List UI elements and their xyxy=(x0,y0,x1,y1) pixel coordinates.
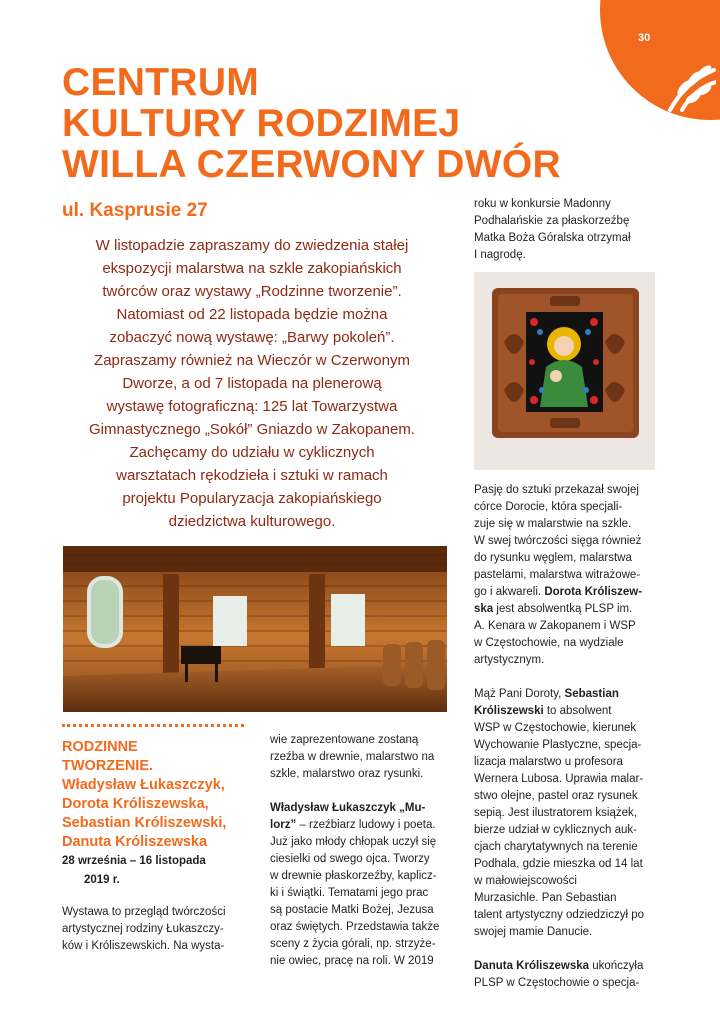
intro-line: Zapraszamy również na Wieczór w Czerwonym xyxy=(94,352,410,369)
text-line: artystycznym. xyxy=(474,654,545,666)
column-3-top-text xyxy=(474,196,664,264)
text-fragment: jest absolwentką PLSP im. xyxy=(493,603,633,615)
intro-line: warsztatach rękodzieła i sztuki w ramach xyxy=(116,467,388,484)
interior-photo xyxy=(63,546,447,712)
section-heading-line: RODZINNE xyxy=(62,739,138,755)
text-line xyxy=(474,686,664,703)
text-line: pastelami, malarstwa witrażowe- xyxy=(474,569,641,581)
text-line: Wernera Lubosa. Uprawia malar- xyxy=(474,773,644,785)
text-line: Już jako młody chłopak uczył się xyxy=(270,836,437,848)
text-line: stwo olejne, pastel oraz rysunek xyxy=(474,790,638,802)
text-line: PLSP w Częstochowie o specja- xyxy=(474,977,640,989)
address: ul. Kasprusie 27 xyxy=(62,200,208,221)
text-fragment: – rzeźbiarz ludowy i poeta. xyxy=(296,819,436,831)
intro-line: dziedzictwa kulturowego. xyxy=(168,513,336,530)
intro-line: Dworze, a od 7 listopada na plenerową xyxy=(122,375,382,392)
wheat-icon xyxy=(660,48,716,112)
section-heading-line: Dorota Króliszewska, xyxy=(62,796,209,812)
title-line: WILLA CZERWONY DWÓR xyxy=(62,143,561,186)
section-heading-line: Władysław Łukaszczyk, xyxy=(62,777,225,793)
intro-line: ekspozycji malarstwa na szkle zakopiańskich xyxy=(102,260,402,277)
title-line: CENTRUM xyxy=(62,61,260,104)
intro-line: Gimnastycznego „Sokół” Gniazdo w Zakopanem. xyxy=(89,421,415,438)
artist-name: Króliszewski xyxy=(474,705,544,717)
intro-line: projektu Popularyzacja zakopiańskiego xyxy=(122,490,382,507)
text-line: Podhala, gdzie mieszka od 14 lat xyxy=(474,858,643,870)
column-2-text xyxy=(270,732,460,970)
artist-name: Sebastian xyxy=(564,688,619,700)
column-1-text xyxy=(62,904,252,955)
intro-line: zobaczyć nową wystawę: „Barwy pokoleń”. xyxy=(109,329,395,346)
intro-line: W listopadzie zapraszamy do zwiedzenia stałej xyxy=(95,237,409,254)
text-line: A. Kenara w Zakopanem i WSP xyxy=(474,620,636,632)
text-line: córce Dorocie, która specjali- xyxy=(474,501,623,513)
text-line: swojej mamie Danucie. xyxy=(474,926,593,938)
text-line xyxy=(270,800,460,817)
text-line: w drewnie płaskorzeźby, kaplicz- xyxy=(270,870,437,882)
text-line xyxy=(474,703,664,720)
text-line: I nagrodę. xyxy=(474,249,526,261)
text-line: sepią. Jest ilustratorem książek, xyxy=(474,807,637,819)
artist-name: ska xyxy=(474,603,494,615)
text-line xyxy=(474,584,664,601)
exhibition-dates xyxy=(62,852,262,890)
text-line: Matka Boża Góralska otrzymał xyxy=(474,232,631,244)
text-line: cjach charytatywnych na terenie xyxy=(474,841,638,853)
intro-paragraph xyxy=(62,234,442,533)
icon-photo xyxy=(474,272,655,470)
text-line xyxy=(270,817,460,834)
text-line: talent artystyczny odziedziczył po xyxy=(474,909,645,921)
dates-line: 2019 r. xyxy=(84,874,120,886)
text-line: W swej twórczości sięga również xyxy=(474,535,642,547)
text-line: oraz świętych. Przedstawia także xyxy=(270,921,440,933)
text-line: Murzasichle. Pan Sebastian xyxy=(474,892,617,904)
artist-name: lorz” xyxy=(270,819,297,831)
text-line xyxy=(474,958,664,975)
intro-line: twórców oraz wystawy „Rodzinne tworzenie”. xyxy=(102,283,402,300)
text-line: wie zaprezentowane zostaną xyxy=(270,734,419,746)
section-heading xyxy=(62,738,262,852)
text-line: szkle, malarstwo oraz rysunki. xyxy=(270,768,424,780)
text-line: WSP w Częstochowie, kierunek xyxy=(474,722,637,734)
text-fragment: go i akwareli. xyxy=(474,586,545,598)
text-line: w małowiejscowości xyxy=(474,875,577,887)
intro-line: Zachęcamy do udziału w cyklicznych xyxy=(129,444,375,461)
text-line: ciesielki od swego ojca. Tworzy xyxy=(270,853,430,865)
section-heading-line: Danuta Króliszewska xyxy=(62,834,208,850)
artist-name: Władysław Łukaszczyk „Mu- xyxy=(270,802,426,814)
column-3-text xyxy=(474,482,664,992)
section-heading-line: TWORZENIE. xyxy=(62,758,154,774)
text-line: do rysunku węglem, malarstwa xyxy=(474,552,632,564)
text-line: Wystawa to przegląd twórczości xyxy=(62,906,226,918)
title-line: KULTURY RODZIMEJ xyxy=(62,102,461,145)
text-line: bierze udział w cyklicznych auk- xyxy=(474,824,637,836)
text-line: zuje się w malarstwie na szkle. xyxy=(474,518,632,530)
page-number: 30 xyxy=(638,32,651,44)
section-divider xyxy=(62,724,244,727)
intro-line: Natomiast od 22 listopada będzie można xyxy=(116,306,388,323)
text-line: Pasję do sztuki przekazał swojej xyxy=(474,484,639,496)
text-line: sceny z życia górali, np. strzyże- xyxy=(270,938,436,950)
text-line: roku w konkursie Madonny xyxy=(474,198,611,210)
page-title xyxy=(62,62,662,185)
text-line xyxy=(474,601,664,618)
text-line: lizacja malarstwo u profesora xyxy=(474,756,623,768)
text-line: nie owiec, pracę na roli. W 2019 xyxy=(270,955,434,967)
text-line: rzeźba w drewnie, malarstwo na xyxy=(270,751,435,763)
text-line: Wychowanie Plastyczne, specja- xyxy=(474,739,642,751)
artist-name: Dorota Króliszew- xyxy=(544,586,643,598)
text-line: ków i Króliszewskich. Na wysta- xyxy=(62,940,225,952)
artist-name: Danuta Króliszewska xyxy=(474,960,590,972)
text-line: Podhalańskie za płaskorzeźbę xyxy=(474,215,630,227)
text-line: artystycznej rodziny Łukaszczy- xyxy=(62,923,224,935)
section-heading-line: Sebastian Króliszewski, xyxy=(62,815,227,831)
text-fragment: Mąż Pani Doroty, xyxy=(474,688,565,700)
text-fragment: ukończyła xyxy=(589,960,644,972)
text-line: ki i świątki. Tematami jego prac xyxy=(270,887,429,899)
text-fragment: to absolwent xyxy=(543,705,612,717)
intro-line: wystawę fotograficzną: 125 lat Towarzystwa xyxy=(106,398,398,415)
dates-line: 28 września – 16 listopada xyxy=(62,855,206,867)
text-line: są postacie Matki Bożej, Jezusa xyxy=(270,904,434,916)
text-line: w Częstochowie, na wydziale xyxy=(474,637,624,649)
